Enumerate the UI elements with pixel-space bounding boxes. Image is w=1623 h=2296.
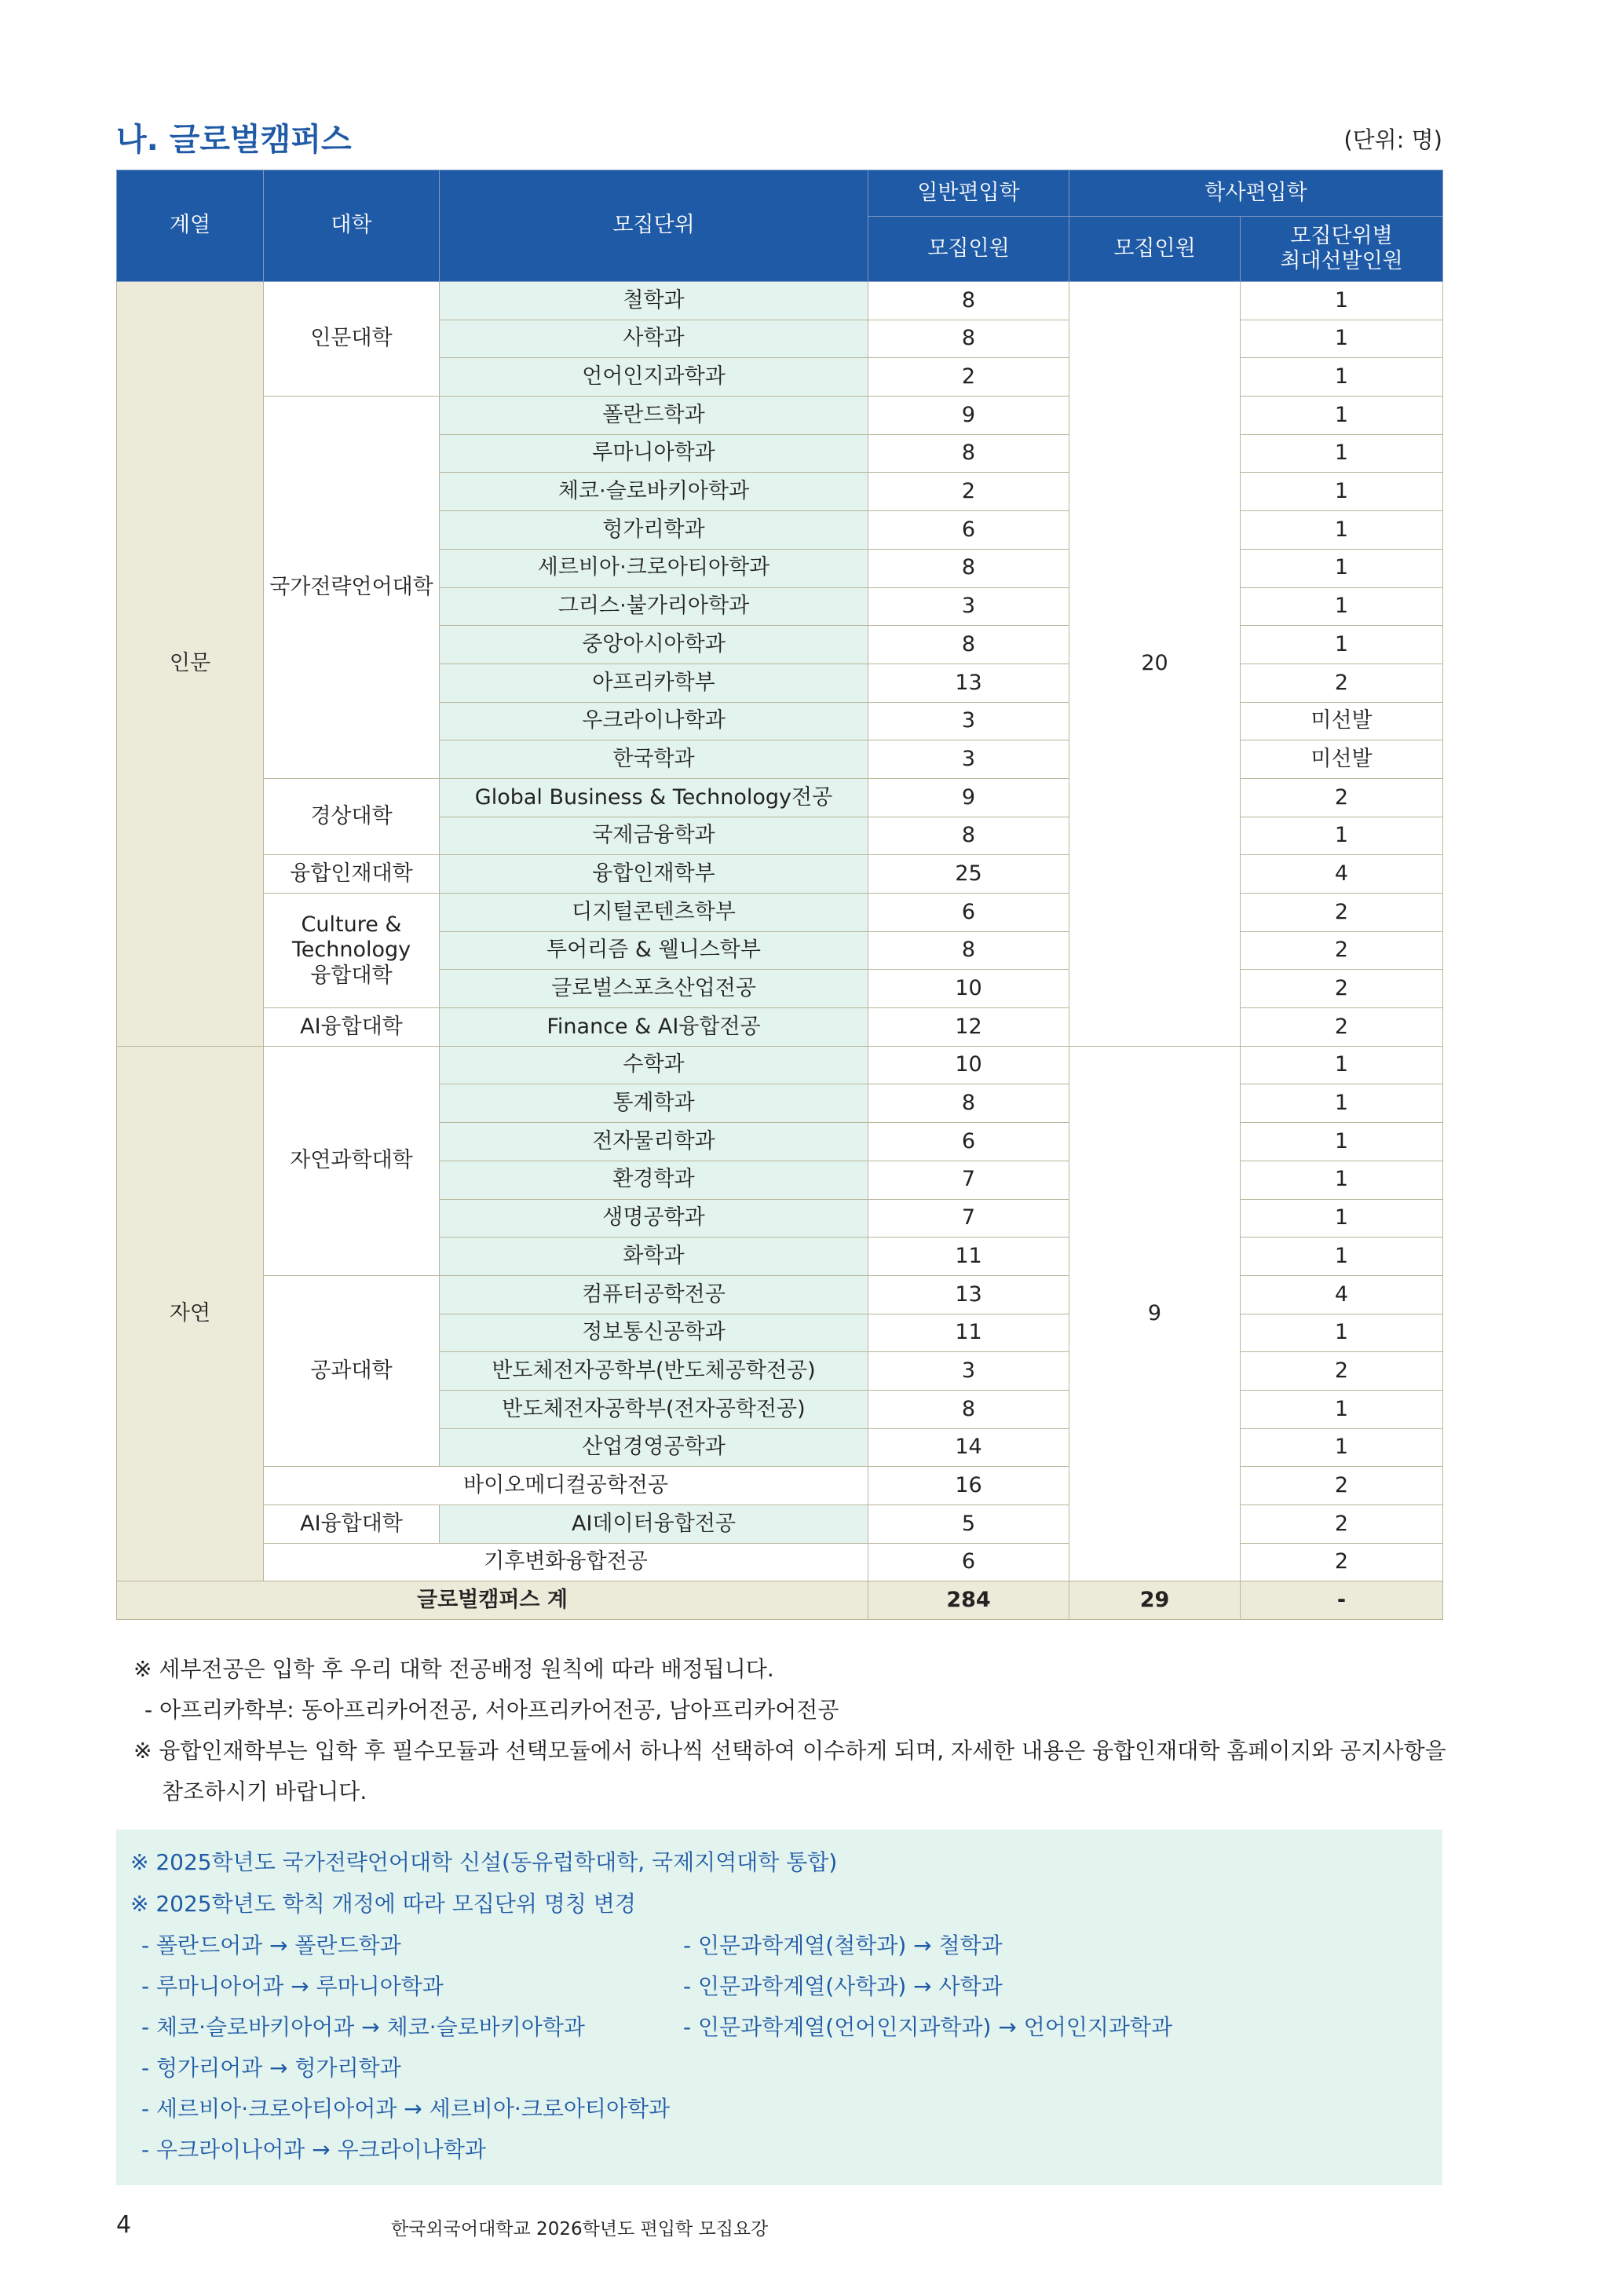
unit-cell: Global Business & Technology전공: [440, 778, 868, 817]
max-select-cell: 2: [1241, 664, 1443, 702]
unit-cell: 사학과: [440, 320, 868, 358]
table-row: [117, 1008, 1443, 1047]
merged-unit-cell: 기후변화융합전공: [264, 1543, 868, 1581]
max-select-cell: 미선발: [1241, 740, 1443, 779]
general-recruit-cell: 3: [868, 702, 1069, 740]
general-recruit-cell: 12: [868, 1008, 1069, 1047]
unit-cell: 국제금융학과: [440, 817, 868, 855]
general-recruit-cell: 13: [868, 1275, 1069, 1314]
recruitment-table: [116, 170, 1443, 1620]
general-recruit-cell: 7: [868, 1199, 1069, 1238]
box-right-2: - 인문과학계열(사학과) → 사학과: [683, 1973, 1003, 1999]
max-select-cell: 1: [1241, 1314, 1443, 1352]
unit-cell: 체코·슬로바키아학과: [440, 473, 868, 511]
table-row: [117, 855, 1443, 894]
general-recruit-cell: 11: [868, 1314, 1069, 1352]
box-line-1: ※ 2025학년도 국가전략언어대학 신설(동유럽학대학, 국제지역대학 통합): [130, 1849, 838, 1875]
max-select-cell: 1: [1241, 1084, 1443, 1123]
max-select-cell: 1: [1241, 282, 1443, 320]
total-row: [117, 1581, 1443, 1620]
change-notice-box: [116, 1830, 1442, 2185]
box-left-3: - 체코·슬로바키아어과 → 체코·슬로바키아학과: [141, 2014, 585, 2040]
unit-cell: 철학과: [440, 282, 868, 320]
unit-cell: 헝가리학과: [440, 511, 868, 550]
college-cell: 공과대학: [264, 1275, 440, 1466]
page-number: 4: [116, 2211, 132, 2239]
general-recruit-cell: 25: [868, 855, 1069, 894]
max-select-cell: 1: [1241, 473, 1443, 511]
total-label: 글로벌캠퍼스 계: [117, 1581, 868, 1620]
general-recruit-cell: 6: [868, 894, 1069, 932]
general-recruit-cell: 8: [868, 282, 1069, 320]
max-select-cell: 1: [1241, 817, 1443, 855]
unit-cell: 루마니아학과: [440, 434, 868, 473]
header-college: 대학: [264, 170, 440, 282]
general-recruit-cell: 3: [868, 587, 1069, 626]
max-select-cell: 1: [1241, 511, 1443, 550]
total-bachelor: 29: [1069, 1581, 1241, 1620]
unit-cell: 전자물리학과: [440, 1123, 868, 1161]
unit-cell: 생명공학과: [440, 1199, 868, 1238]
general-recruit-cell: 11: [868, 1238, 1069, 1276]
college-cell: 융합인재대학: [264, 855, 440, 894]
box-left-6: - 우크라이나어과 → 우크라이나학과: [141, 2137, 486, 2163]
college-cell: 자연과학대학: [264, 1046, 440, 1275]
general-recruit-cell: 5: [868, 1505, 1069, 1544]
max-select-cell: 2: [1241, 931, 1443, 970]
max-select-cell: 1: [1241, 549, 1443, 587]
general-recruit-cell: 2: [868, 358, 1069, 397]
max-select-cell: 2: [1241, 1505, 1443, 1544]
table-row: [117, 282, 1443, 320]
unit-cell: 세르비아·크로아티아학과: [440, 549, 868, 587]
box-line-2: ※ 2025학년도 학칙 개정에 따라 모집단위 명칭 변경: [130, 1891, 636, 1917]
table-row: [117, 1046, 1443, 1084]
box-left-1: - 폴란드어과 → 폴란드학과: [141, 1932, 401, 1958]
unit-cell: 중앙아시아학과: [440, 626, 868, 664]
general-recruit-cell: 3: [868, 1352, 1069, 1391]
general-recruit-cell: 10: [868, 970, 1069, 1008]
college-cell: Culture & Technology 융합대학: [264, 894, 440, 1008]
header-unit: 모집단위: [440, 170, 868, 282]
notes: [133, 1649, 1453, 1812]
table-row: [117, 397, 1443, 435]
unit-cell: 언어인지과학과: [440, 358, 868, 397]
unit-cell: 아프리카학부: [440, 664, 868, 702]
unit-cell: AI데이터융합전공: [440, 1505, 868, 1544]
max-select-cell: 1: [1241, 1199, 1443, 1238]
max-select-cell: 1: [1241, 1238, 1443, 1276]
max-select-cell: 2: [1241, 1352, 1443, 1391]
college-cell: 인문대학: [264, 282, 440, 397]
header-bachelor-recruit: 모집인원: [1069, 217, 1241, 282]
box-left-2: - 루마니아어과 → 루마니아학과: [141, 1973, 444, 1999]
header-category: 계열: [117, 170, 264, 282]
unit-cell: Finance & AI융합전공: [440, 1008, 868, 1047]
unit-cell: 컴퓨터공학전공: [440, 1275, 868, 1314]
general-recruit-cell: 8: [868, 549, 1069, 587]
unit-cell: 글로벌스포츠산업전공: [440, 970, 868, 1008]
unit-cell: 산업경영공학과: [440, 1428, 868, 1467]
unit-cell: 우크라이나학과: [440, 702, 868, 740]
max-select-cell: 2: [1241, 894, 1443, 932]
box-left-4: - 헝가리어과 → 헝가리학과: [141, 2055, 401, 2081]
general-recruit-cell: 6: [868, 1543, 1069, 1581]
note-2: - 아프리카학부: 동아프리카어전공, 서아프리카어전공, 남아프리카어전공: [144, 1697, 839, 1723]
general-recruit-cell: 8: [868, 434, 1069, 473]
table-row: [117, 1505, 1443, 1544]
general-recruit-cell: 14: [868, 1428, 1069, 1467]
section-title: 나. 글로벌캠퍼스: [116, 122, 352, 158]
total-max: -: [1241, 1581, 1443, 1620]
category-cell: 자연: [117, 1046, 264, 1581]
general-recruit-cell: 6: [868, 511, 1069, 550]
general-recruit-cell: 6: [868, 1123, 1069, 1161]
general-recruit-cell: 3: [868, 740, 1069, 779]
header-general-recruit: 모집인원: [868, 217, 1069, 282]
unit-cell: 디지털콘텐츠학부: [440, 894, 868, 932]
unit-cell: 수학과: [440, 1046, 868, 1084]
total-general: 284: [868, 1581, 1069, 1620]
general-recruit-cell: 8: [868, 626, 1069, 664]
unit-cell: 정보통신공학과: [440, 1314, 868, 1352]
category-cell: 인문: [117, 282, 264, 1047]
general-recruit-cell: 7: [868, 1161, 1069, 1199]
max-select-cell: 1: [1241, 1390, 1443, 1428]
general-recruit-cell: 13: [868, 664, 1069, 702]
max-select-cell: 1: [1241, 626, 1443, 664]
general-recruit-cell: 8: [868, 320, 1069, 358]
note-1: ※ 세부전공은 입학 후 우리 대학 전공배정 원칙에 따라 배정됩니다.: [133, 1656, 774, 1682]
unit-cell: 환경학과: [440, 1161, 868, 1199]
general-recruit-cell: 9: [868, 778, 1069, 817]
max-select-cell: 4: [1241, 1275, 1443, 1314]
table-row: [117, 1275, 1443, 1314]
unit-cell: 통계학과: [440, 1084, 868, 1123]
max-select-cell: 1: [1241, 587, 1443, 626]
max-select-cell: 2: [1241, 1543, 1443, 1581]
unit-cell: 한국학과: [440, 740, 868, 779]
max-select-cell: 2: [1241, 778, 1443, 817]
footer-text: 한국외국어대학교 2026학년도 편입학 모집요강: [391, 2219, 769, 2239]
header-general: 일반편입학: [868, 170, 1069, 217]
box-right-3: - 인문과학계열(언어인지과학과) → 언어인지과학과: [683, 2014, 1173, 2040]
max-select-cell: 1: [1241, 1428, 1443, 1467]
general-recruit-cell: 8: [868, 1390, 1069, 1428]
max-select-cell: 1: [1241, 358, 1443, 397]
unit-cell: 투어리즘 & 웰니스학부: [440, 931, 868, 970]
general-recruit-cell: 16: [868, 1467, 1069, 1505]
general-recruit-cell: 10: [868, 1046, 1069, 1084]
unit-label: (단위: 명): [1343, 126, 1442, 153]
general-recruit-cell: 8: [868, 931, 1069, 970]
general-recruit-cell: 9: [868, 397, 1069, 435]
table-row: [117, 1467, 1443, 1505]
bachelor-recruit-cell: 9: [1069, 1046, 1241, 1581]
max-select-cell: 1: [1241, 1046, 1443, 1084]
unit-cell: 화학과: [440, 1238, 868, 1276]
unit-cell: 융합인재학부: [440, 855, 868, 894]
college-cell: AI융합대학: [264, 1008, 440, 1047]
unit-cell: 반도체전자공학부(전자공학전공): [440, 1390, 868, 1428]
college-cell: AI융합대학: [264, 1505, 440, 1544]
max-select-cell: 미선발: [1241, 702, 1443, 740]
college-cell: 경상대학: [264, 778, 440, 854]
max-select-cell: 1: [1241, 320, 1443, 358]
max-select-cell: 2: [1241, 1467, 1443, 1505]
max-select-cell: 1: [1241, 1161, 1443, 1199]
max-select-cell: 1: [1241, 397, 1443, 435]
header-bachelor: 학사편입학: [1069, 170, 1443, 217]
header-max-select: 모집단위별 최대선발인원: [1241, 217, 1443, 282]
box-right-1: - 인문과학계열(철학과) → 철학과: [683, 1932, 1003, 1958]
max-select-cell: 2: [1241, 970, 1443, 1008]
bachelor-recruit-cell: 20: [1069, 282, 1241, 1047]
college-cell: 국가전략언어대학: [264, 397, 440, 779]
max-select-cell: 1: [1241, 434, 1443, 473]
table-row: [117, 1543, 1443, 1581]
general-recruit-cell: 8: [868, 1084, 1069, 1123]
max-select-cell: 1: [1241, 1123, 1443, 1161]
max-select-cell: 4: [1241, 855, 1443, 894]
general-recruit-cell: 8: [868, 817, 1069, 855]
table-row: [117, 778, 1443, 817]
unit-cell: 폴란드학과: [440, 397, 868, 435]
note-4: 참조하시기 바랍니다.: [162, 1779, 367, 1804]
unit-cell: 그리스·불가리아학과: [440, 587, 868, 626]
general-recruit-cell: 2: [868, 473, 1069, 511]
merged-unit-cell: 바이오메디컬공학전공: [264, 1467, 868, 1505]
unit-cell: 반도체전자공학부(반도체공학전공): [440, 1352, 868, 1391]
max-select-cell: 2: [1241, 1008, 1443, 1047]
box-left-5: - 세르비아·크로아티아어과 → 세르비아·크로아티아학과: [141, 2096, 671, 2122]
note-3: ※ 융합인재학부는 입학 후 필수모듈과 선택모듈에서 하나씩 선택하여 이수하게 되며, 자세한 내용은 융합인재대학 홈페이지와 공지사항을: [133, 1738, 1446, 1764]
table-row: [117, 894, 1443, 932]
